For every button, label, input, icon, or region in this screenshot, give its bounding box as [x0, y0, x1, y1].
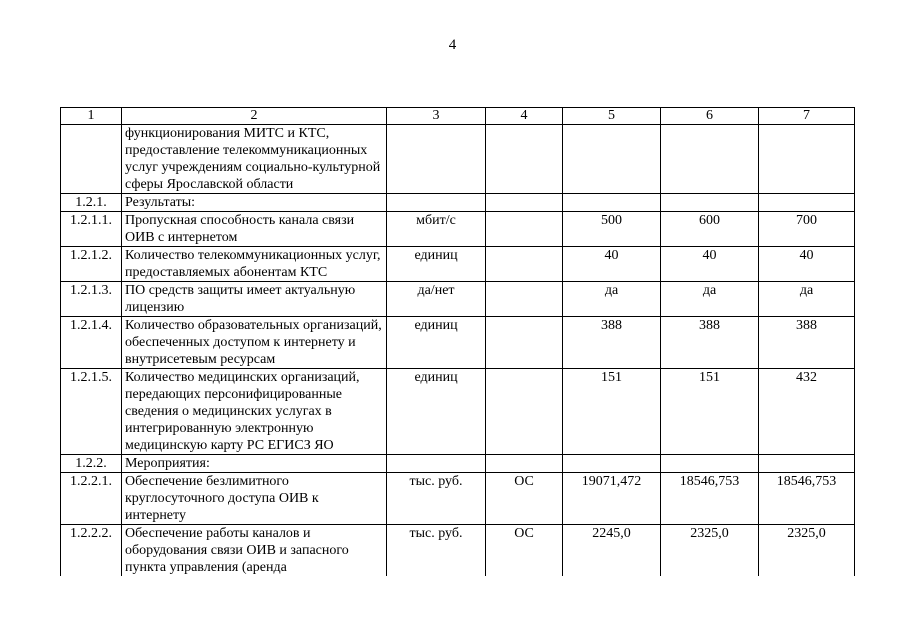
row-unit: единиц [387, 247, 486, 282]
indicators-table [60, 107, 855, 576]
table-row [61, 194, 855, 212]
row-number: 1.2.1.5. [61, 369, 122, 455]
row-value-5: 500 [563, 212, 661, 247]
table-row [61, 282, 855, 317]
row-name: Результаты: [122, 194, 387, 212]
header-cell: 5 [563, 108, 661, 125]
row-source [486, 247, 563, 282]
row-value-6: 600 [661, 212, 759, 247]
table-header-row [61, 108, 855, 125]
row-value-5: да [563, 282, 661, 317]
header-cell: 7 [759, 108, 855, 125]
table-row [61, 455, 855, 473]
row-source [486, 455, 563, 473]
table-row [61, 525, 855, 577]
header-cell: 1 [61, 108, 122, 125]
page-number: 4 [448, 37, 457, 53]
row-value-7: 700 [759, 212, 855, 247]
row-source [486, 212, 563, 247]
row-value-6: 40 [661, 247, 759, 282]
row-source [486, 282, 563, 317]
row-value-6 [661, 194, 759, 212]
row-value-7: да [759, 282, 855, 317]
row-name: Пропускная способность канала связи ОИВ с интернетом [122, 212, 387, 247]
row-value-6 [661, 125, 759, 194]
table-row [61, 125, 855, 194]
row-number: 1.2.2.2. [61, 525, 122, 577]
header-cell: 2 [122, 108, 387, 125]
row-unit: тыс. руб. [387, 473, 486, 525]
row-unit: да/нет [387, 282, 486, 317]
row-number: 1.2.1.3. [61, 282, 122, 317]
row-unit: единиц [387, 317, 486, 369]
header-cell: 3 [387, 108, 486, 125]
row-name: Обеспечение работы каналов и оборудования связи ОИВ и запасного пункта управления (аренда [122, 525, 387, 577]
row-value-6: да [661, 282, 759, 317]
row-number [61, 125, 122, 194]
row-value-5 [563, 455, 661, 473]
row-unit: единиц [387, 369, 486, 455]
row-source [486, 125, 563, 194]
row-value-5 [563, 194, 661, 212]
row-value-5: 19071,472 [563, 473, 661, 525]
row-number: 1.2.1.2. [61, 247, 122, 282]
row-value-7: 2325,0 [759, 525, 855, 577]
row-value-7 [759, 455, 855, 473]
row-name: Количество образовательных организаций, обеспеченных доступом к интернету и внутрисетевым ресурсам [122, 317, 387, 369]
row-value-6: 388 [661, 317, 759, 369]
row-value-5: 40 [563, 247, 661, 282]
row-name: Количество медицинских организаций, передающих персонифицированные сведения о медицинских услугах в интегрированную электронную медицинскую карту РС ЕГИСЗ ЯО [122, 369, 387, 455]
table-row [61, 369, 855, 455]
row-value-6: 18546,753 [661, 473, 759, 525]
row-value-5: 2245,0 [563, 525, 661, 577]
row-number: 1.2.2. [61, 455, 122, 473]
row-value-5: 151 [563, 369, 661, 455]
row-name: Количество телекоммуникационных услуг, предоставляемых абонентам КТС [122, 247, 387, 282]
row-value-7: 40 [759, 247, 855, 282]
row-name: Обеспечение безлимитного круглосуточного доступа ОИВ к интернету [122, 473, 387, 525]
row-name: функционирования МИТС и КТС, предоставление телекоммуникационных услуг учреждениям социально-культурной сферы Ярославской области [122, 125, 387, 194]
table-row [61, 317, 855, 369]
row-value-7 [759, 125, 855, 194]
row-number: 1.2.1.1. [61, 212, 122, 247]
row-value-6: 2325,0 [661, 525, 759, 577]
row-value-5 [563, 125, 661, 194]
table-row [61, 212, 855, 247]
row-unit [387, 125, 486, 194]
row-source: ОС [486, 473, 563, 525]
header-cell: 4 [486, 108, 563, 125]
row-unit [387, 455, 486, 473]
row-value-7: 432 [759, 369, 855, 455]
header-cell: 6 [661, 108, 759, 125]
row-source [486, 369, 563, 455]
row-value-7: 18546,753 [759, 473, 855, 525]
row-number: 1.2.2.1. [61, 473, 122, 525]
row-value-7: 388 [759, 317, 855, 369]
row-value-7 [759, 194, 855, 212]
table-row [61, 247, 855, 282]
row-name: Мероприятия: [122, 455, 387, 473]
row-value-5: 388 [563, 317, 661, 369]
table-row [61, 473, 855, 525]
row-unit: мбит/с [387, 212, 486, 247]
row-number: 1.2.1. [61, 194, 122, 212]
row-number: 1.2.1.4. [61, 317, 122, 369]
row-source [486, 317, 563, 369]
row-value-6: 151 [661, 369, 759, 455]
row-unit: тыс. руб. [387, 525, 486, 577]
row-value-6 [661, 455, 759, 473]
row-unit [387, 194, 486, 212]
row-source [486, 194, 563, 212]
row-source: ОС [486, 525, 563, 577]
row-name: ПО средств защиты имеет актуальную лицензию [122, 282, 387, 317]
